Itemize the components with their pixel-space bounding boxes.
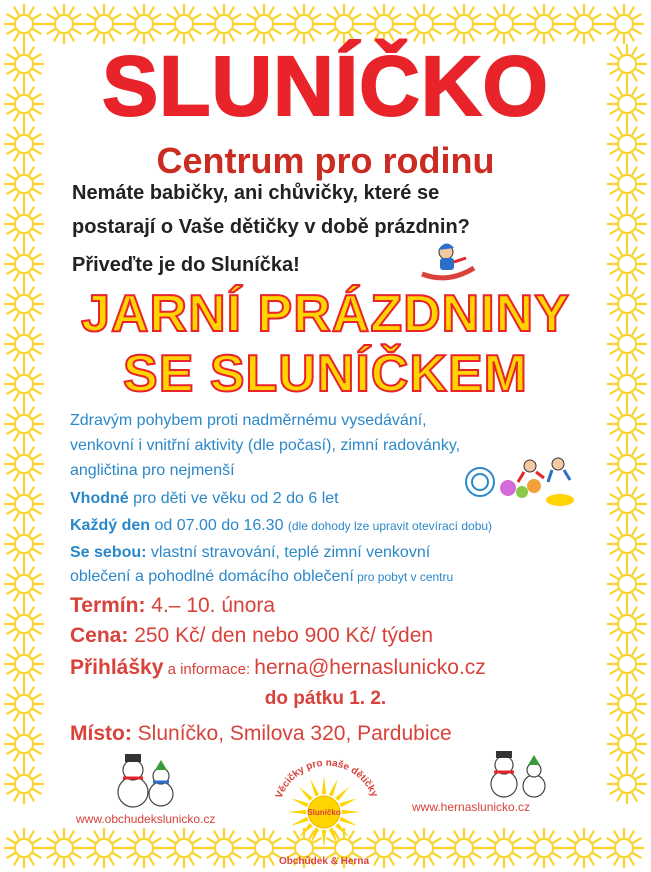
sun-icon xyxy=(5,829,43,867)
sun-icon xyxy=(5,405,43,443)
registration-email[interactable]: herna@hernaslunicko.cz xyxy=(254,656,486,679)
intro-line-1: Nemáte babičky, ani chůvičky, které se xyxy=(72,182,440,204)
registration-line xyxy=(70,656,486,680)
sun-icon xyxy=(525,829,563,867)
sun-icon xyxy=(5,605,43,643)
sun-icon xyxy=(608,725,646,763)
intro-line-2: postarají o Vaše dětičky v době prázdnin? xyxy=(72,216,470,238)
daily-label: Každý den xyxy=(70,517,151,534)
logo-name: Sluníčko xyxy=(307,808,341,817)
registration-label: Přihlášky xyxy=(70,656,164,679)
sun-icon xyxy=(5,245,43,283)
sun-icon xyxy=(5,565,43,603)
sun-icon xyxy=(608,205,646,243)
intro-line-3: Přiveďte je do Sluníčka! xyxy=(72,254,300,276)
sun-icon xyxy=(5,445,43,483)
description-line-2: venkovní i vnitřní aktivity (dle počasí), zimní radovánky, xyxy=(70,437,461,454)
sun-icon xyxy=(608,565,646,603)
sun-icon xyxy=(125,829,163,867)
sun-icon xyxy=(5,205,43,243)
daily-text: od 07.00 do 16.30 xyxy=(150,517,288,534)
suitable-label: Vhodné xyxy=(70,490,129,507)
sun-icon xyxy=(608,525,646,563)
sun-icon xyxy=(5,725,43,763)
svg-text:Věcičky pro naše dětičky xyxy=(274,758,380,800)
bring-label: Se sebou: xyxy=(70,544,147,561)
sun-icon xyxy=(565,829,603,867)
sun-icon xyxy=(608,245,646,283)
sun-icon xyxy=(5,485,43,523)
page-title: SLUNÍČKO xyxy=(102,39,549,133)
headline-line-2: SE SLUNÍČKEM xyxy=(123,345,528,403)
logo-arc-text: Věcičky pro naše dětičky xyxy=(273,757,380,801)
snowmen-illustration-right xyxy=(478,748,558,800)
price-line xyxy=(70,624,433,648)
place-line xyxy=(70,722,452,746)
sun-icon xyxy=(608,445,646,483)
description-line-3: angličtina pro nejmenší xyxy=(70,462,235,479)
sun-icon xyxy=(5,765,43,803)
sun-icon xyxy=(485,829,523,867)
sun-icon xyxy=(608,605,646,643)
term-line xyxy=(70,594,275,618)
sun-icon xyxy=(608,485,646,523)
headline-line-1: JARNÍ PRÁZDNINY xyxy=(81,285,570,343)
url-left[interactable]: www.obchudekslunicko.cz xyxy=(76,812,216,826)
term-label: Termín: xyxy=(70,594,146,617)
playing-children-illustration xyxy=(460,452,580,512)
page-subtitle: Centrum pro rodinu xyxy=(156,140,495,181)
sun-icon xyxy=(608,645,646,683)
price-label: Cena: xyxy=(70,624,129,647)
bring-text-1: vlastní stravování, teplé zimní venkovní xyxy=(146,544,431,561)
url-right[interactable]: www.hernaslunicko.cz xyxy=(412,800,531,814)
bring-line-1 xyxy=(70,544,430,562)
sun-icon xyxy=(45,829,83,867)
suitable-line xyxy=(70,490,339,508)
sun-icon xyxy=(608,405,646,443)
sun-icon xyxy=(445,829,483,867)
sun-icon xyxy=(165,829,203,867)
registration-small: a informace: xyxy=(163,661,255,678)
place-label: Místo: xyxy=(70,722,132,745)
sun-icon xyxy=(5,645,43,683)
bring-text-3: pro pobyt v centru xyxy=(353,570,454,584)
daily-line xyxy=(70,517,492,535)
bring-line-2 xyxy=(70,568,453,586)
logo-bottom-text: Obchůdek & Herna xyxy=(278,856,370,867)
sun-icon xyxy=(605,829,643,867)
sun-icon xyxy=(205,829,243,867)
sledding-child-illustration xyxy=(418,238,478,284)
bring-text-2: oblečení a pohodlné domácího oblečení xyxy=(70,568,354,585)
slunicko-logo xyxy=(262,752,392,872)
description-line-1: Zdravým pohybem proti nadměrnému vysedávání, xyxy=(70,412,427,429)
price-value: 250 Kč/ den nebo 900 Kč/ týden xyxy=(128,624,434,647)
suitable-text: pro děti ve věku od 2 do 6 let xyxy=(128,490,339,507)
snowmen-illustration-left xyxy=(105,748,185,810)
sun-icon xyxy=(5,525,43,563)
place-value: Sluníčko, Smilova 320, Pardubice xyxy=(131,722,452,745)
term-value: 4.– 10. února xyxy=(145,594,276,617)
sun-icon xyxy=(405,829,443,867)
sun-icon xyxy=(608,765,646,803)
sun-icon xyxy=(85,829,123,867)
deadline: do pátku 1. 2. xyxy=(264,688,387,709)
daily-note: (dle dohody lze upravit otevírací dobu) xyxy=(287,519,493,533)
